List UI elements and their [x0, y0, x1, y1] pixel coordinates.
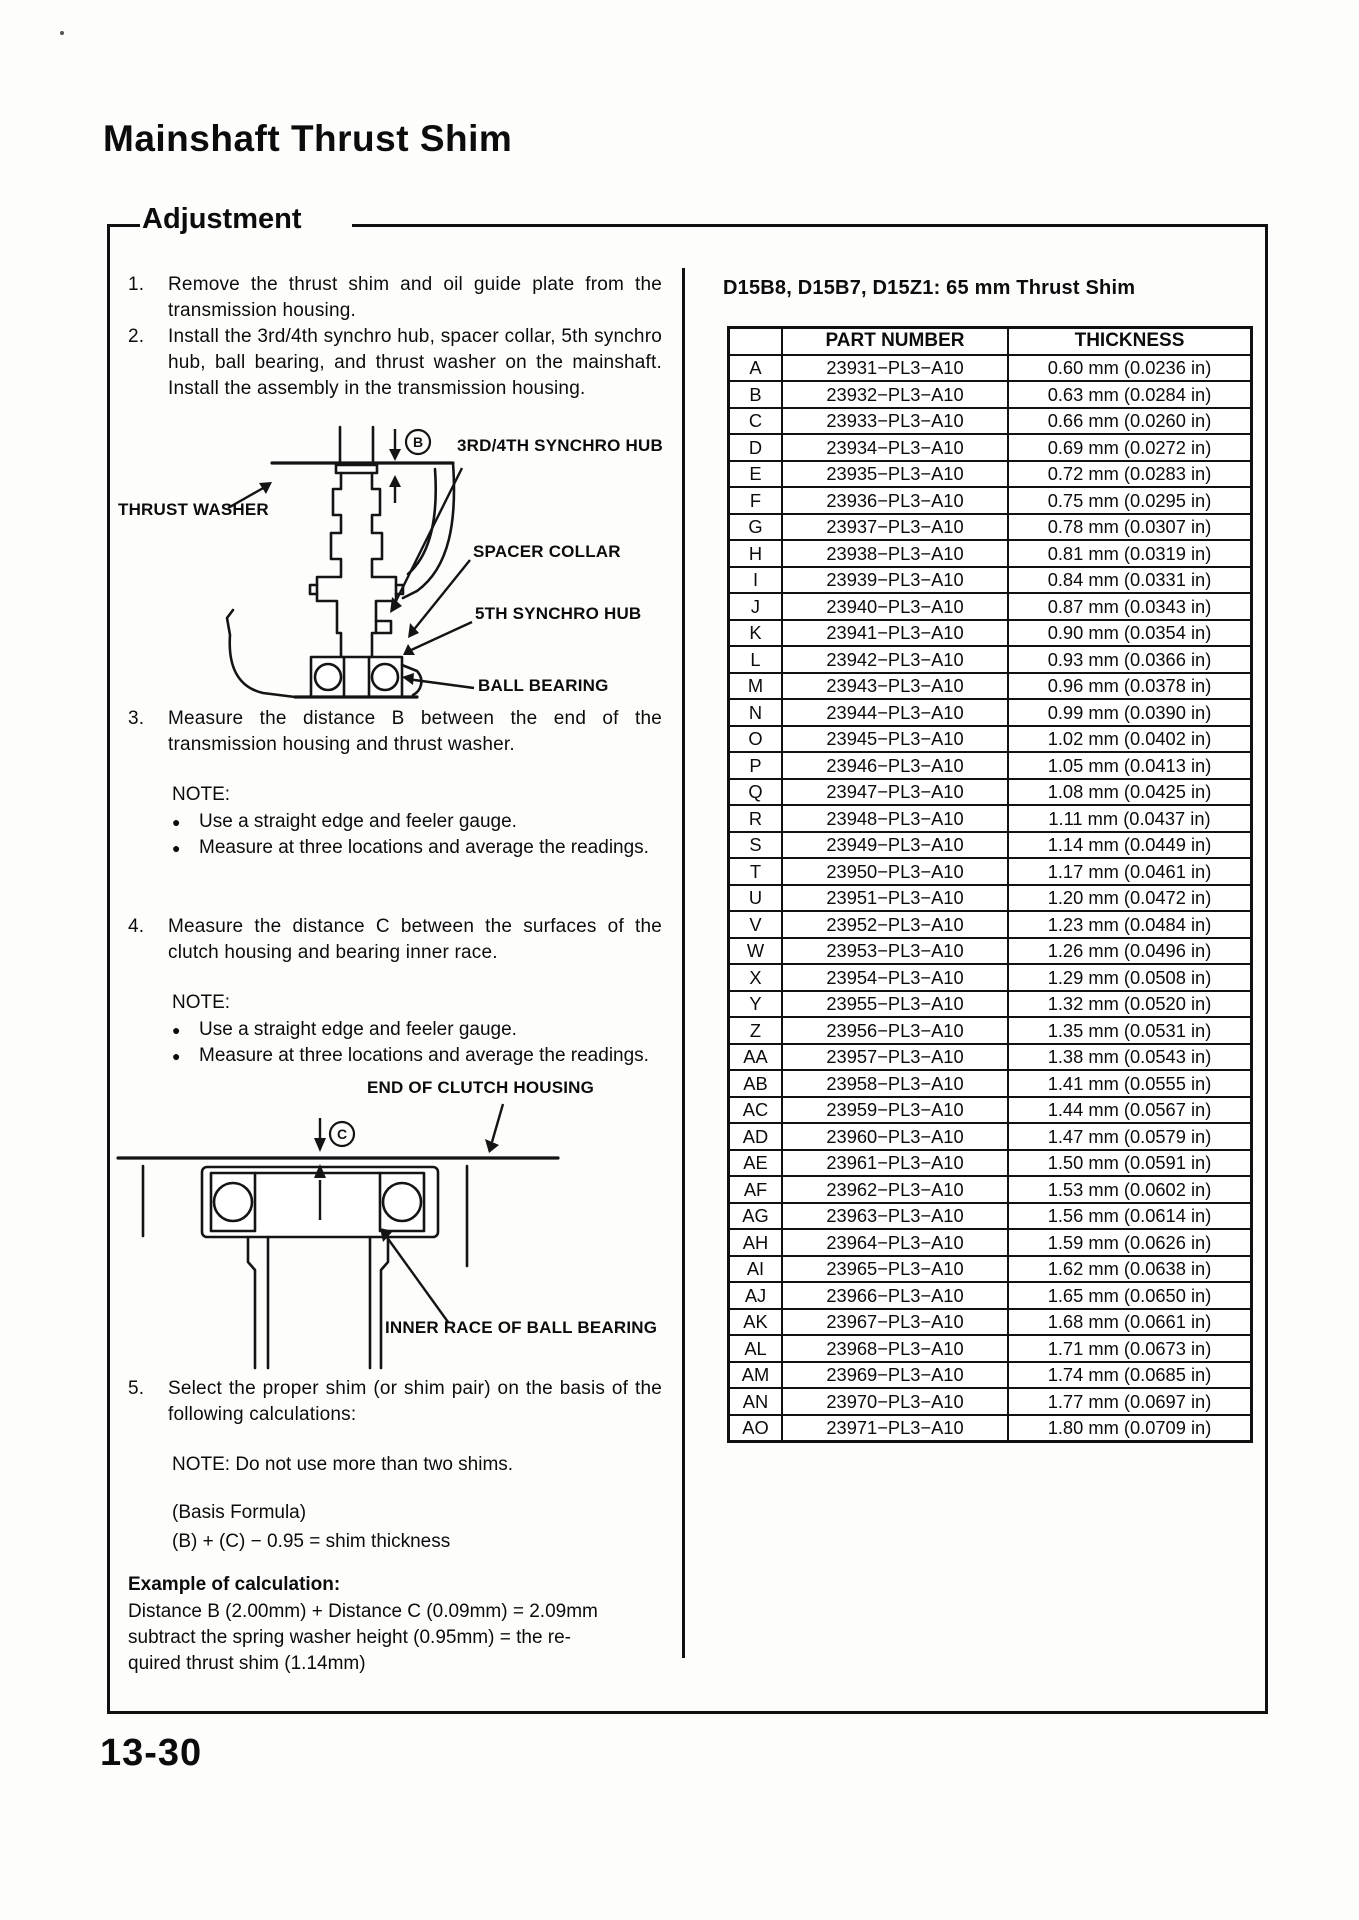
part-number: 23933−PL3−A10: [782, 408, 1008, 435]
thickness: 1.62 mm (0.0638 in): [1008, 1256, 1252, 1283]
row-letter: J: [729, 593, 783, 620]
thickness: 1.59 mm (0.0626 in): [1008, 1229, 1252, 1256]
basis-formula-block: [172, 1498, 652, 1556]
step-text: Measure the distance B between the end of the transmission housing and thrust washer.: [168, 708, 662, 755]
part-number: 23967−PL3−A10: [782, 1309, 1008, 1336]
table-row: [729, 1256, 1252, 1283]
example-title: Example of calculation:: [128, 1574, 341, 1595]
row-letter: V: [729, 911, 783, 938]
thickness: 1.68 mm (0.0661 in): [1008, 1309, 1252, 1336]
table-row: [729, 964, 1252, 991]
table-row: [729, 1176, 1252, 1203]
row-letter: C: [729, 408, 783, 435]
section-title: Adjustment: [142, 203, 302, 235]
note-bullet-text: Measure at three locations and average the readings.: [199, 1045, 649, 1066]
step-text: Select the proper shim (or shim pair) on the basis of the following calculations:: [168, 1378, 662, 1425]
note-block-step3: [172, 782, 664, 861]
note-label: NOTE:: [172, 784, 231, 805]
table-row: [729, 1044, 1252, 1071]
part-number: 23962−PL3−A10: [782, 1176, 1008, 1203]
row-letter: AC: [729, 1097, 783, 1124]
thickness: 1.11 mm (0.0437 in): [1008, 805, 1252, 832]
thickness: 1.14 mm (0.0449 in): [1008, 832, 1252, 859]
thickness: 0.60 mm (0.0236 in): [1008, 355, 1252, 382]
table-row: [729, 646, 1252, 673]
label-spacer-collar: SPACER COLLAR: [473, 542, 621, 561]
thickness: 0.81 mm (0.0319 in): [1008, 540, 1252, 567]
row-letter: D: [729, 434, 783, 461]
row-letter: U: [729, 885, 783, 912]
part-number: 23935−PL3−A10: [782, 461, 1008, 488]
thickness: 0.84 mm (0.0331 in): [1008, 567, 1252, 594]
table-row: [729, 938, 1252, 965]
table-row: [729, 1388, 1252, 1415]
part-number: 23957−PL3−A10: [782, 1044, 1008, 1071]
row-letter: R: [729, 805, 783, 832]
table-row: [729, 593, 1252, 620]
part-number: 23941−PL3−A10: [782, 620, 1008, 647]
thickness: 1.29 mm (0.0508 in): [1008, 964, 1252, 991]
thickness: 1.02 mm (0.0402 in): [1008, 726, 1252, 753]
table-row: [729, 1282, 1252, 1309]
box-border-top: [352, 224, 1268, 227]
part-number: 23968−PL3−A10: [782, 1335, 1008, 1362]
table-row: [729, 567, 1252, 594]
table-row: [729, 1335, 1252, 1362]
note-label: NOTE:: [172, 992, 231, 1013]
thickness: 0.72 mm (0.0283 in): [1008, 461, 1252, 488]
table-row: [729, 726, 1252, 753]
part-number: 23961−PL3−A10: [782, 1150, 1008, 1177]
part-number: 23939−PL3−A10: [782, 567, 1008, 594]
part-number: 23965−PL3−A10: [782, 1256, 1008, 1283]
step-number: 1.: [128, 274, 145, 295]
part-number: 23945−PL3−A10: [782, 726, 1008, 753]
table-row: [729, 911, 1252, 938]
table-row: [729, 752, 1252, 779]
thickness: 0.66 mm (0.0260 in): [1008, 408, 1252, 435]
label-inner-race-of-ball-bearing: INNER RACE OF BALL BEARING: [385, 1318, 658, 1337]
row-letter: AM: [729, 1362, 783, 1389]
row-letter: K: [729, 620, 783, 647]
part-number: 23943−PL3−A10: [782, 673, 1008, 700]
table-row: [729, 832, 1252, 859]
thickness: 1.26 mm (0.0496 in): [1008, 938, 1252, 965]
row-letter: AA: [729, 1044, 783, 1071]
table-row: [729, 1070, 1252, 1097]
table-row: [729, 779, 1252, 806]
part-number: 23948−PL3−A10: [782, 805, 1008, 832]
thickness: 1.23 mm (0.0484 in): [1008, 911, 1252, 938]
thickness: 0.99 mm (0.0390 in): [1008, 699, 1252, 726]
thickness: 0.96 mm (0.0378 in): [1008, 673, 1252, 700]
step-number: 4.: [128, 916, 145, 937]
part-number: 23951−PL3−A10: [782, 885, 1008, 912]
table-row: [729, 381, 1252, 408]
part-number: 23971−PL3−A10: [782, 1415, 1008, 1442]
bullet-icon: ●: [172, 1022, 181, 1038]
note-block-step4: [172, 990, 664, 1069]
row-letter: AN: [729, 1388, 783, 1415]
part-number: 23963−PL3−A10: [782, 1203, 1008, 1230]
col-header-letter: [729, 328, 783, 355]
thickness: 1.35 mm (0.0531 in): [1008, 1017, 1252, 1044]
thickness: 1.77 mm (0.0697 in): [1008, 1388, 1252, 1415]
row-letter: H: [729, 540, 783, 567]
example-of-calculation: [128, 1572, 648, 1677]
table-row: [729, 699, 1252, 726]
table-row: [729, 355, 1252, 382]
scan-artifact-dot: [60, 31, 64, 35]
part-number: 23956−PL3−A10: [782, 1017, 1008, 1044]
step5-note: NOTE: Do not use more than two shims.: [172, 1454, 514, 1475]
row-letter: AI: [729, 1256, 783, 1283]
bullet-icon: ●: [172, 1048, 181, 1064]
row-letter: AB: [729, 1070, 783, 1097]
part-number: 23947−PL3−A10: [782, 779, 1008, 806]
thickness: 1.65 mm (0.0650 in): [1008, 1282, 1252, 1309]
row-letter: Y: [729, 991, 783, 1018]
part-number: 23952−PL3−A10: [782, 911, 1008, 938]
thickness: 1.17 mm (0.0461 in): [1008, 858, 1252, 885]
thickness: 1.32 mm (0.0520 in): [1008, 991, 1252, 1018]
thickness: 1.38 mm (0.0543 in): [1008, 1044, 1252, 1071]
row-letter: N: [729, 699, 783, 726]
basis-formula-label: (Basis Formula): [172, 1502, 307, 1523]
note-bullet-text: Measure at three locations and average the readings.: [199, 837, 649, 858]
table-row: [729, 1017, 1252, 1044]
row-letter: S: [729, 832, 783, 859]
row-letter: G: [729, 514, 783, 541]
table-row: [729, 1203, 1252, 1230]
table-row: [729, 1123, 1252, 1150]
step-text: Install the 3rd/4th synchro hub, spacer collar, 5th synchro hub, ball bearing, and thrust washer on the mainshaft. Install the assembly in the transmission housing.: [168, 326, 662, 399]
part-number: 23932−PL3−A10: [782, 381, 1008, 408]
part-number: 23937−PL3−A10: [782, 514, 1008, 541]
step-text: Measure the distance C between the surfaces of the clutch housing and bearing inner race.: [168, 916, 662, 963]
row-letter: AK: [729, 1309, 783, 1336]
row-letter: I: [729, 567, 783, 594]
table-row: [729, 673, 1252, 700]
step-number: 2.: [128, 326, 145, 347]
table-row: [729, 1362, 1252, 1389]
row-letter: Z: [729, 1017, 783, 1044]
part-number: 23936−PL3−A10: [782, 487, 1008, 514]
thickness: 0.93 mm (0.0366 in): [1008, 646, 1252, 673]
box-border-right: [1265, 224, 1268, 1714]
row-letter: AF: [729, 1176, 783, 1203]
table-row: [729, 1309, 1252, 1336]
part-number: 23954−PL3−A10: [782, 964, 1008, 991]
col-header-part-number: PART NUMBER: [782, 328, 1008, 355]
part-number: 23949−PL3−A10: [782, 832, 1008, 859]
row-letter: AL: [729, 1335, 783, 1362]
row-letter: Q: [729, 779, 783, 806]
label-thrust-washer: THRUST WASHER: [118, 500, 269, 519]
row-letter: E: [729, 461, 783, 488]
part-number: 23946−PL3−A10: [782, 752, 1008, 779]
row-letter: AD: [729, 1123, 783, 1150]
row-letter: AG: [729, 1203, 783, 1230]
thickness: 1.71 mm (0.0673 in): [1008, 1335, 1252, 1362]
part-number: 23970−PL3−A10: [782, 1388, 1008, 1415]
row-letter: T: [729, 858, 783, 885]
dim-c-letter: C: [336, 1126, 348, 1142]
row-letter: AO: [729, 1415, 783, 1442]
thickness: 1.41 mm (0.0555 in): [1008, 1070, 1252, 1097]
table-row: [729, 1097, 1252, 1124]
shim-table-title: D15B8, D15B7, D15Z1: 65 mm Thrust Shim: [723, 277, 1136, 299]
table-row: [729, 461, 1252, 488]
part-number: 23964−PL3−A10: [782, 1229, 1008, 1256]
part-number: 23960−PL3−A10: [782, 1123, 1008, 1150]
part-number: 23959−PL3−A10: [782, 1097, 1008, 1124]
table-row: [729, 885, 1252, 912]
thickness: 1.56 mm (0.0614 in): [1008, 1203, 1252, 1230]
step-5: [126, 1376, 662, 1428]
example-line: quired thrust shim (1.14mm): [128, 1653, 366, 1674]
thickness: 1.47 mm (0.0579 in): [1008, 1123, 1252, 1150]
step-text: Remove the thrust shim and oil guide plate from the transmission housing.: [168, 274, 662, 321]
thickness: 1.80 mm (0.0709 in): [1008, 1415, 1252, 1442]
row-letter: F: [729, 487, 783, 514]
thickness: 0.87 mm (0.0343 in): [1008, 593, 1252, 620]
thickness: 1.20 mm (0.0472 in): [1008, 885, 1252, 912]
part-number: 23944−PL3−A10: [782, 699, 1008, 726]
thickness: 1.44 mm (0.0567 in): [1008, 1097, 1252, 1124]
table-row: [729, 434, 1252, 461]
table-row: [729, 408, 1252, 435]
page-number: 13-30: [100, 1732, 203, 1774]
table-row: [729, 1150, 1252, 1177]
table-row: [729, 620, 1252, 647]
part-number: 23969−PL3−A10: [782, 1362, 1008, 1389]
step-1: [126, 272, 662, 324]
page-title: Mainshaft Thrust Shim: [103, 118, 513, 159]
note-bullet-text: Use a straight edge and feeler gauge.: [199, 1019, 517, 1040]
box-border-bottom: [107, 1711, 1268, 1714]
box-border-top-stub: [107, 224, 140, 227]
row-letter: B: [729, 381, 783, 408]
row-letter: X: [729, 964, 783, 991]
label-3rd4th-synchro-hub: 3RD/4TH SYNCHRO HUB: [457, 436, 663, 455]
table-row: [729, 991, 1252, 1018]
thickness: 1.53 mm (0.0602 in): [1008, 1176, 1252, 1203]
part-number: 23958−PL3−A10: [782, 1070, 1008, 1097]
row-letter: P: [729, 752, 783, 779]
thickness: 0.63 mm (0.0284 in): [1008, 381, 1252, 408]
part-number: 23953−PL3−A10: [782, 938, 1008, 965]
thickness: 0.75 mm (0.0295 in): [1008, 487, 1252, 514]
row-letter: AH: [729, 1229, 783, 1256]
step-4: [126, 914, 662, 966]
table-header-row: [729, 328, 1252, 355]
table-row: [729, 487, 1252, 514]
dim-b-letter: B: [412, 434, 424, 450]
example-line: Distance B (2.00mm) + Distance C (0.09mm) = 2.09mm: [128, 1601, 598, 1622]
part-number: 23955−PL3−A10: [782, 991, 1008, 1018]
part-number: 23950−PL3−A10: [782, 858, 1008, 885]
example-line: subtract the spring washer height (0.95mm) = the re-: [128, 1627, 572, 1648]
clutch-housing-bearing-diagram: [105, 1090, 685, 1390]
part-number: 23940−PL3−A10: [782, 593, 1008, 620]
thickness: 1.74 mm (0.0685 in): [1008, 1362, 1252, 1389]
step-number: 5.: [128, 1378, 145, 1399]
row-letter: AE: [729, 1150, 783, 1177]
table-row: [729, 1415, 1252, 1442]
label-5th-synchro-hub: 5TH SYNCHRO HUB: [475, 604, 642, 623]
row-letter: AJ: [729, 1282, 783, 1309]
row-letter: M: [729, 673, 783, 700]
step-3: [126, 706, 662, 758]
row-letter: A: [729, 355, 783, 382]
thickness: 0.90 mm (0.0354 in): [1008, 620, 1252, 647]
dimension-b-arrows: [389, 429, 401, 503]
basis-formula-text: (B) + (C) − 0.95 = shim thickness: [172, 1531, 451, 1552]
bullet-icon: ●: [172, 814, 181, 830]
thickness: 0.69 mm (0.0272 in): [1008, 434, 1252, 461]
label-end-of-clutch-housing: END OF CLUTCH HOUSING: [367, 1078, 595, 1097]
step-2: [126, 324, 662, 402]
table-row: [729, 1229, 1252, 1256]
part-number: 23931−PL3−A10: [782, 355, 1008, 382]
note-bullet-text: Use a straight edge and feeler gauge.: [199, 811, 517, 832]
thickness: 1.05 mm (0.0413 in): [1008, 752, 1252, 779]
row-letter: O: [729, 726, 783, 753]
part-number: 23934−PL3−A10: [782, 434, 1008, 461]
part-number: 23938−PL3−A10: [782, 540, 1008, 567]
table-row: [729, 858, 1252, 885]
table-row: [729, 805, 1252, 832]
table-row: [729, 514, 1252, 541]
thickness: 1.50 mm (0.0591 in): [1008, 1150, 1252, 1177]
thickness: 1.08 mm (0.0425 in): [1008, 779, 1252, 806]
col-header-thickness: THICKNESS: [1008, 328, 1252, 355]
thickness: 0.78 mm (0.0307 in): [1008, 514, 1252, 541]
step-number: 3.: [128, 708, 145, 729]
thrust-shim-table: [727, 326, 1253, 1443]
row-letter: W: [729, 938, 783, 965]
row-letter: L: [729, 646, 783, 673]
label-ball-bearing: BALL BEARING: [478, 676, 609, 695]
part-number: 23942−PL3−A10: [782, 646, 1008, 673]
table-row: [729, 540, 1252, 567]
part-number: 23966−PL3−A10: [782, 1282, 1008, 1309]
mainshaft-assembly-diagram: [105, 425, 685, 717]
bullet-icon: ●: [172, 840, 181, 856]
